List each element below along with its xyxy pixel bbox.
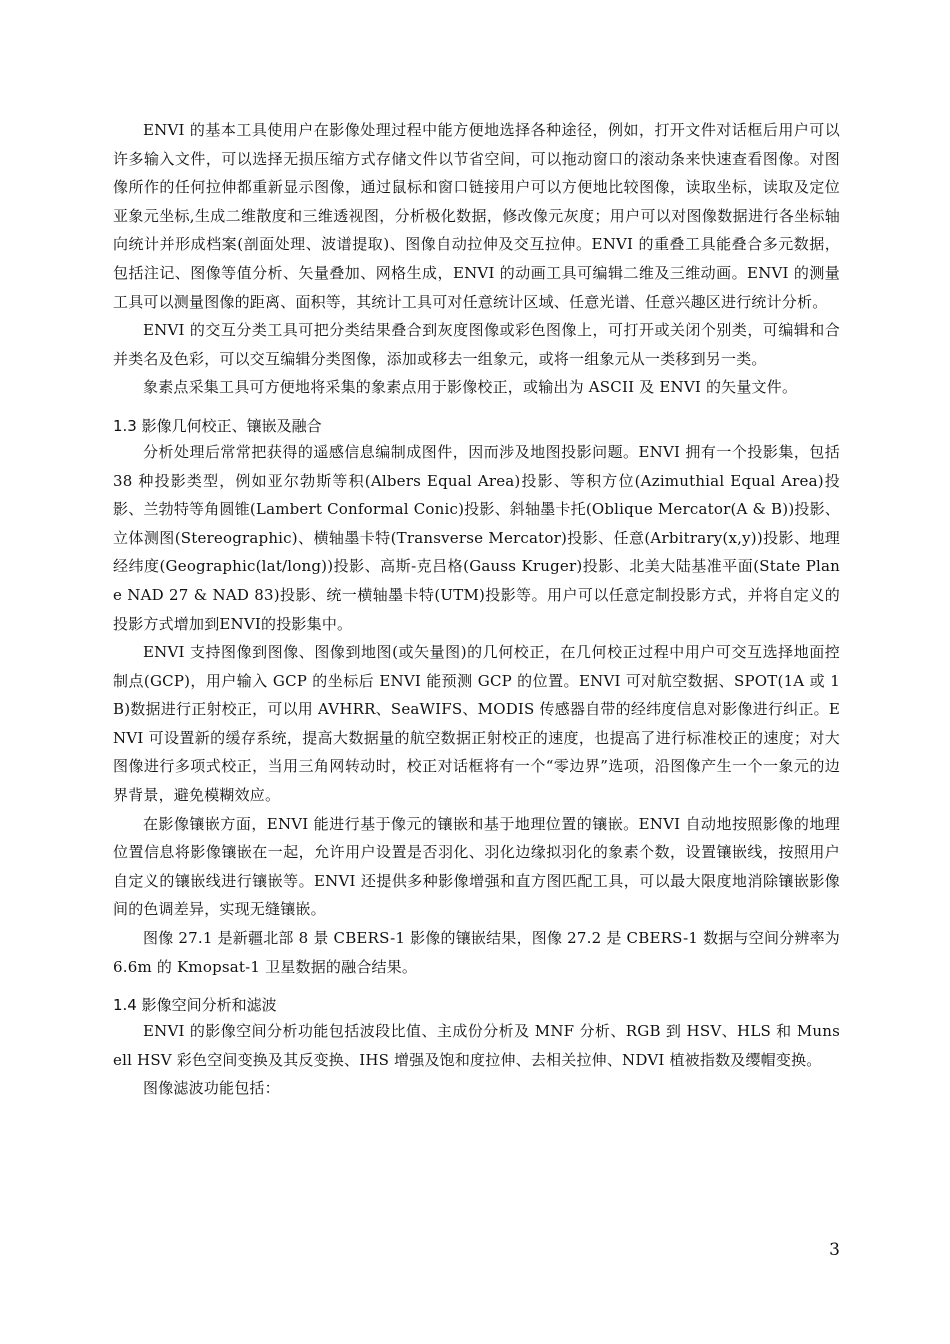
body-text [113, 116, 840, 1103]
paragraph: ENVI 的交互分类工具可把分类结果叠合到灰度图像或彩色图像上，可打开或关闭个别类，可编辑和合并类名及色彩，可以交互编辑分类图像，添加或移去一组象元，或将一组象元从一类移到另一类。 [113, 321, 840, 368]
paragraph: ENVI 支持图像到图像、图像到地图(或矢量图)的几何校正，在几何校正过程中用户可交互选择地面控制点(GCP)，用户输入 GCP 的坐标后 ENVI 能预测 GCP 的位置。ENVI 可对航空数据、SPOT(1A 或 1B)数据进行正射校正，可以用 AVHRR、SeaWIFS、MODIS 传感器自带的经纬度信息对影像进行纠正。ENVI 可设置新的缓存系统，提高大数据量的航空数据正射校正的速度，也提高了进行标准校正的速度；对大图像进行多项式校正，当用三角网转动时，校正对话框将有一个“零边界”选项，沿图像产生一个一象元的边界背景，避免模糊效应。 [113, 643, 840, 805]
paragraph: 图像滤波功能包括： [143, 1079, 280, 1098]
paragraph: 象素点采集工具可方便地将采集的象素点用于影像校正，或输出为 ASCII 及 ENVI 的矢量文件。 [143, 378, 798, 397]
paragraph: 图像 27.1 是新疆北部 8 景 CBERS-1 影像的镶嵌结果，图像 27.2 是 CBERS-1 数据与空间分辨率为 6.6m 的 Kmopsat-1 卫星数据的融合结果。 [113, 929, 840, 976]
paragraph: 在影像镶嵌方面，ENVI 能进行基于像元的镶嵌和基于地理位置的镶嵌。ENVI 自动地按照影像的地理位置信息将影像镶嵌在一起，允许用户设置是否羽化、羽化边缘拟羽化的象素个数，设置镶嵌线，按照用户自定义的镶嵌线进行镶嵌等。ENVI 还提供多种影像增强和直方图匹配工具，可以最大限度地消除镶嵌影像间的色调差异，实现无缝镶嵌。 [113, 814, 840, 919]
page-number: 3 [829, 1240, 840, 1260]
section-heading-1-4: 1.4 影像空间分析和滤波 [113, 996, 277, 1015]
section-heading-1-3: 1.3 影像几何校正、镶嵌及融合 [113, 416, 322, 435]
paragraph: 分析处理后常常把获得的遥感信息编制成图件，因而涉及地图投影问题。ENVI 拥有一个投影集，包括 38 种投影类型，例如亚尔勃斯等积(Albers Equal Area)投影、等积方位(Azimuthial Equal Area)投影、兰勃特等角圆锥(Lambert Conformal Conic)投影、斜轴墨卡托(Oblique Mercator(A & B))投影、立体测图(Stereographic)、横轴墨卡特(Transverse Mercator)投影、任意(Arbitrary(x,y))投影、地理经纬度(Geographic(lat/long))投影、高斯-克吕格(Gauss Kruger)投影、北美大陆基准平面(State Plane NAD 27 & NAD 83)投影、统一横轴墨卡特(UTM)投影等。用户可以任意定制投影方式，并将自定义的投影方式增加到ENVI的投影集中。 [113, 442, 840, 633]
paragraph: ENVI 的影像空间分析功能包括波段比值、主成份分析及 MNF 分析、RGB 到 HSV、HLS 和 Munsell HSV 彩色空间变换及其反变换、IHS 增强及饱和度拉伸、去相关拉伸、NDVI 植被指数及缨帽变换。 [113, 1022, 840, 1069]
paragraph: ENVI 的基本工具使用户在影像处理过程中能方便地选择各种途径，例如，打开文件对话框后用户可以许多输入文件，可以选择无损压缩方式存储文件以节省空间，可以拖动窗口的滚动条来快速查看图像。对图像所作的任何拉伸都重新显示图像，通过鼠标和窗口链接用户可以方便地比较图像，读取坐标，读取及定位亚象元坐标,生成二维散度和三维透视图，分析极化数据，修改像元灰度；用户可以对图像数据进行各坐标轴向统计并形成档案(剖面处理、波谱提取)、图像自动拉伸及交互拉伸。ENVI 的重叠工具能叠合多元数据，包括注记、图像等值分析、矢量叠加、网格生成，ENVI 的动画工具可编辑二维及三维动画。ENVI 的测量工具可以测量图像的距离、面积等，其统计工具可对任意统计区域、任意光谱、任意兴趣区进行统计分析。 [113, 121, 840, 311]
